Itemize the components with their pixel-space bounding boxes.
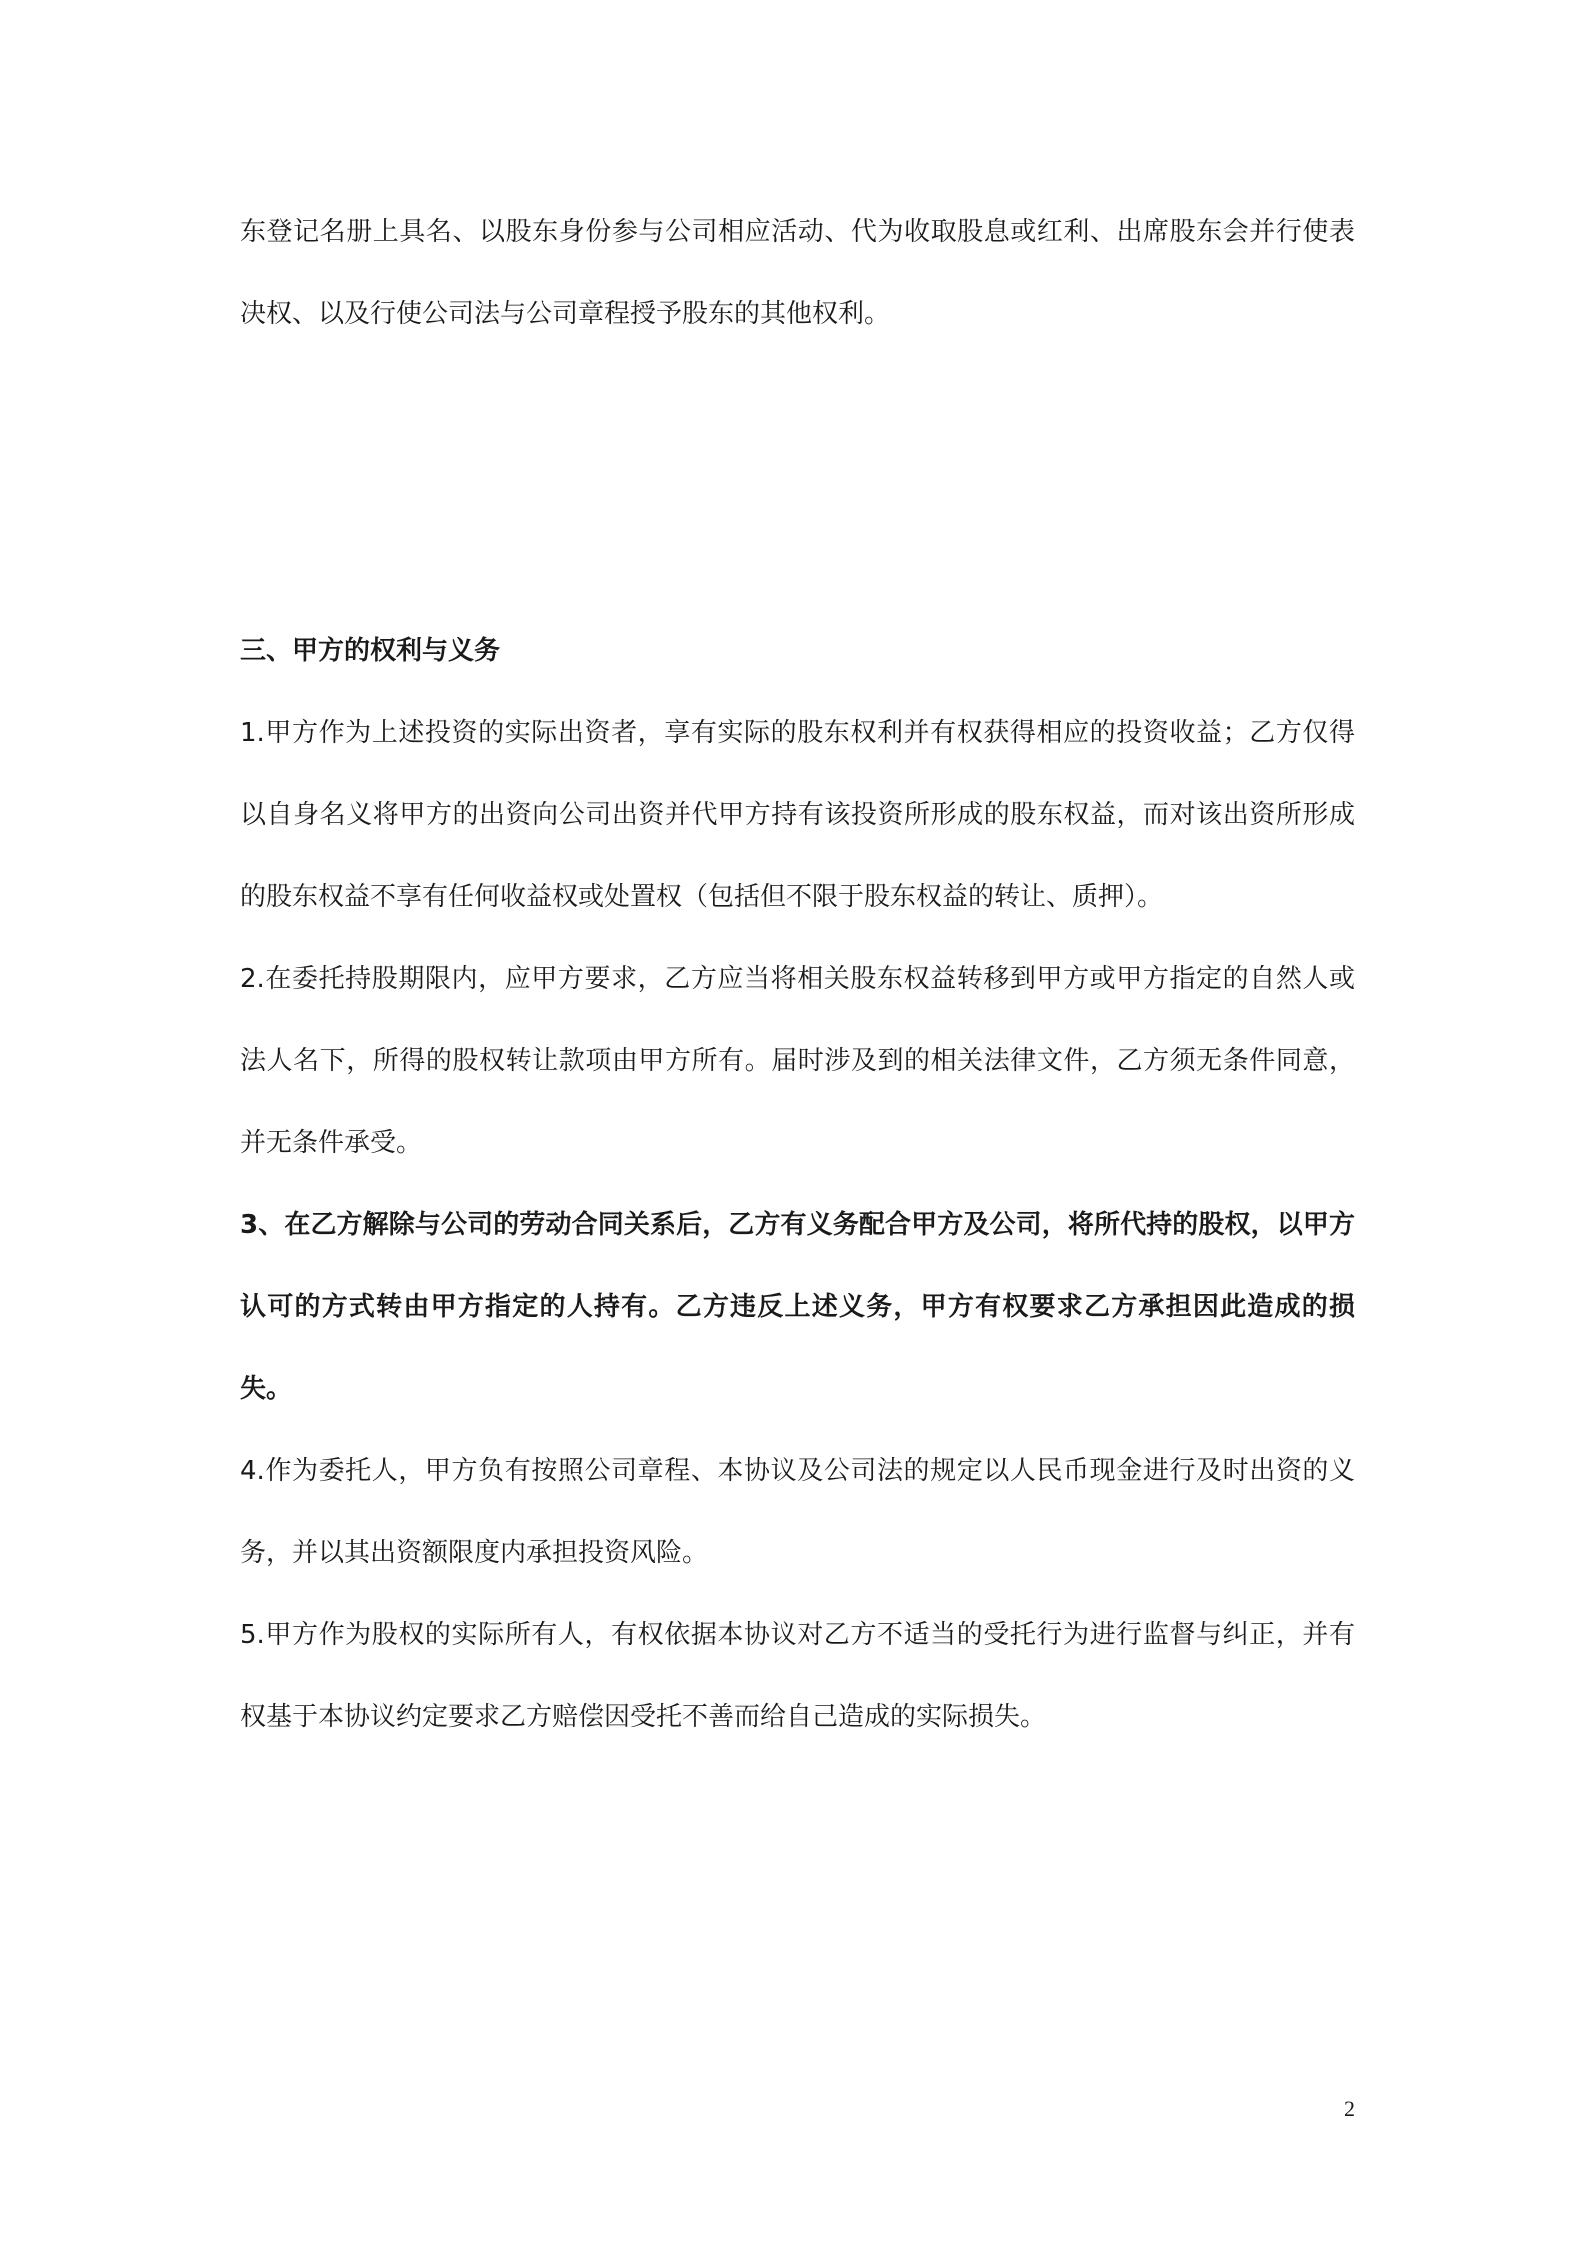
clauses-block [240,692,1355,1758]
intro-paragraph: 东登记名册上具名、以股东身份参与公司相应活动、代为收取股息或红利、出席股东会并行使表决权、以及行使公司法与公司章程授予股东的其他权利。 [240,217,1355,329]
section-heading: 三、甲方的权利与义务 [240,636,501,666]
clause-5: 5.甲方作为股权的实际所有人，有权依据本协议对乙方不适当的受托行为进行监督与纠正，并有权基于本协议约定要求乙方赔偿因受托不善而给自己造成的实际损失。 [240,1620,1355,1732]
page-number: 2 [1344,2096,1355,2121]
clause-4: 4.作为委托人，甲方负有按照公司章程、本协议及公司法的规定以人民币现金进行及时出资的义务，并以其出资额限度内承担投资风险。 [240,1456,1355,1568]
intro-paragraph-block [240,191,1355,355]
clause-2: 2.在委托持股期限内，应甲方要求，乙方应当将相关股东权益转移到甲方或甲方指定的自然人或法人名下，所得的股权转让款项由甲方所有。届时涉及到的相关法律文件，乙方须无条件同意，并无条件承受。 [240,964,1355,1158]
clause-1: 1.甲方作为上述投资的实际出资者，享有实际的股东权利并有权获得相应的投资收益；乙方仅得以自身名义将甲方的出资向公司出资并代甲方持有该投资所形成的股东权益，而对该出资所形成的股东权益不享有任何收益权或处置权（包括但不限于股东权益的转让、质押）。 [240,718,1355,912]
clause-3: 3、在乙方解除与公司的劳动合同关系后，乙方有义务配合甲方及公司，将所代持的股权，以甲方认可的方式转由甲方指定的人持有。乙方违反上述义务，甲方有权要求乙方承担因此造成的损失。 [240,1210,1355,1404]
